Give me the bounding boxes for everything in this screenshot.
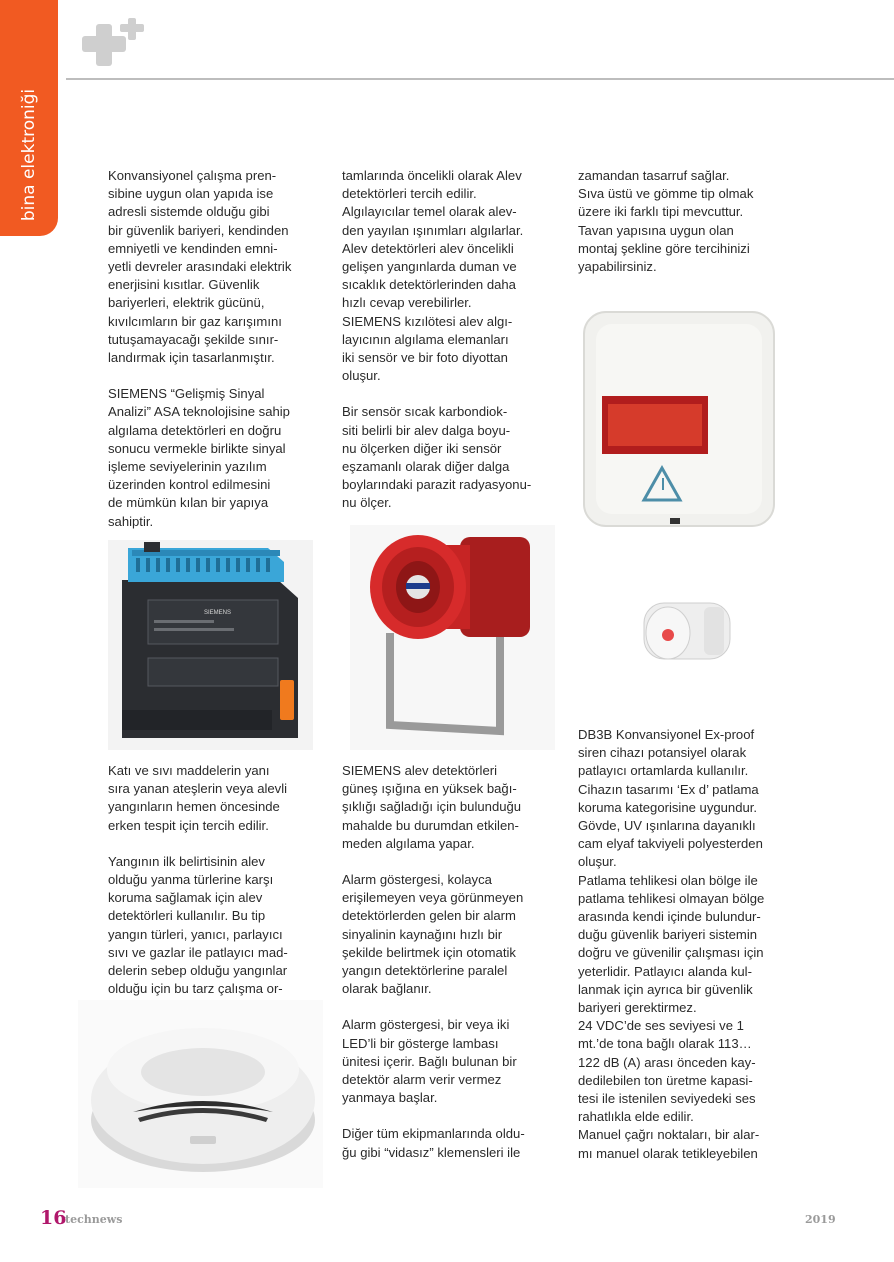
column-1-top — [108, 167, 323, 531]
section-tab — [0, 0, 58, 236]
column-1-bottom — [108, 762, 323, 998]
paragraph: DB3B Konvansiyonel Ex-proof siren cihazı potansiyel olarak patlayıcı ortamlarda kullanılır. Cihazın tasarımı ‘Ex d’ patlama koruma kategorisine uygundur. Gövde, UV ışınlarına dayanıklı cam elyaf takviyeli polyesterden oluşur. Patlama tehlikesi olan bölge ile patlama tehlikesi olmayan bölge arasında kendi içinde bulundur- duğu güvenlik bariyeri sistemin doğru ve güvenilir çalışması için yeterlidir. Patlayıcı alanda kul- lanmak için ayrıca bir güvenlik bariyeri gerektirmez. 24 VDC’de ses seviyesi ve 1 mt.’de tona bağlı olarak 113… 122 dB (A) arası önceden kay- dedilebilen ton üretme kapasi- tesi ile istenilen seviyedeki ses rahatlıkla elde edilir. Manuel çağrı noktaları, bir alar- mı manuel olarak tetikleyebilen — [578, 727, 765, 1161]
paragraph: zamandan tasarruf sağlar. Sıva üstü ve gömme tip olmak üzere iki farklı tipi mevcuttur. Tavan yapısına uygun olan montaj şekline göre tercihinizi yapabilirsiniz. — [578, 168, 754, 275]
safety-barrier-image — [108, 540, 313, 750]
column-2-bottom — [342, 762, 557, 1162]
paragraph: Alarm göstergesi, bir veya iki LED’li bir gösterge lambası ünitesi içerir. Bağlı bulunan bir detektör alarm verir vermez yanmaya başlar. — [342, 1017, 517, 1106]
paragraph: Diğer tüm ekipmanlarında oldu- ğu gibi “vidasız” klemensleri ile — [342, 1126, 525, 1160]
column-3-bottom — [578, 726, 793, 1163]
paragraph: SIEMENS “Gelişmiş Sinyal Analizi” ASA teknolojisine sahip algılama detektörleri en doğru sonucu vermekle birlikte sinyal işleme seviyelerinin yazılım üzerinden kontrol edilmesini de mümkün kılan bir yapıya sahiptir. — [108, 386, 290, 529]
magazine-name: technews — [65, 1213, 123, 1226]
smoke-detector-image — [78, 1000, 323, 1188]
paragraph: Yangının ilk belirtisinin alev olduğu yanma türlerine karşı koruma sağlamak için alev detektörleri kullanılır. Bu tip yangın türleri, yanıcı, parlayıcı sıvı ve gazlar ile patlayıcı mad- delerin sebep olduğu yangınlar olduğu için bu tarz çalışma or- — [108, 853, 288, 997]
paragraph: Katı ve sıvı maddelerin yanı sıra yanan ateşlerin veya alevli yangınların hemen öncesinde erken tespit için tercih edilir. — [108, 763, 288, 833]
alarm-indicator-image — [578, 300, 788, 535]
page-number: 16 — [40, 1207, 67, 1229]
paragraph: tamlarında öncelikli olarak Alev detektörleri tercih edilir. Algılayıcılar temel olarak alev- den yayılan ışınımları algılarlar. Alev detektörleri alev öncelikli gelişen yangınlarda duman ve sıcaklık detektörlerinden daha hızlı cevap verebilirler. SIEMENS kızılötesi alev algı- layıcının algılama elemanları iki sensör ve bir foto diyottan oluşur. — [342, 168, 524, 384]
column-2-top — [342, 167, 557, 513]
paragraph: Bir sensör sıcak karbondiok- siti belirli bir alev dalga boyu- nu ölçerken diğer iki sensör eşzamanlı olarak diğer dalga boylarındaki parazit radyasyonu- nu ölçer. — [342, 404, 532, 511]
paragraph: SIEMENS alev detektörleri güneş ışığına en yüksek bağı- şıklığı sağladığı için bulunduğu mahalde bu durumdan etkilen- meden algılama yapar. — [342, 763, 522, 851]
issue-year: 2019 — [805, 1213, 836, 1226]
plus-logo-icon — [82, 18, 144, 72]
column-3-top — [578, 167, 793, 276]
header-rule — [66, 78, 894, 80]
siren-image — [350, 525, 555, 750]
paragraph: Konvansiyonel çalışma pren- sibine uygun olan yapıda ise adresli sistemde olduğu gibi bir güvenlik bariyeri, kendinden emniyetli ve kendinden emni- yetli devreler arasındaki elektrik enerjisini kısıtlar. Güvenlik bariyerleri, elektrik gücünü, kıvılcımların bir gaz karışımını tutuşamayacağı şekilde sınır- landırmak için tasarlanmıştır. — [108, 168, 292, 366]
paragraph: Alarm göstergesi, kolayca erişilemeyen veya görünmeyen detektörlerden gelen bir alarm sinyalinin kaynağını hızlı bir şekilde belirtmek için otomatik yangın detektörlerine paralel olarak bağlanır. — [342, 872, 524, 997]
section-label: bina elektroniği — [19, 88, 39, 222]
barrier-brand-label: SIEMENS — [204, 610, 232, 616]
manual-call-point-image — [620, 585, 750, 675]
